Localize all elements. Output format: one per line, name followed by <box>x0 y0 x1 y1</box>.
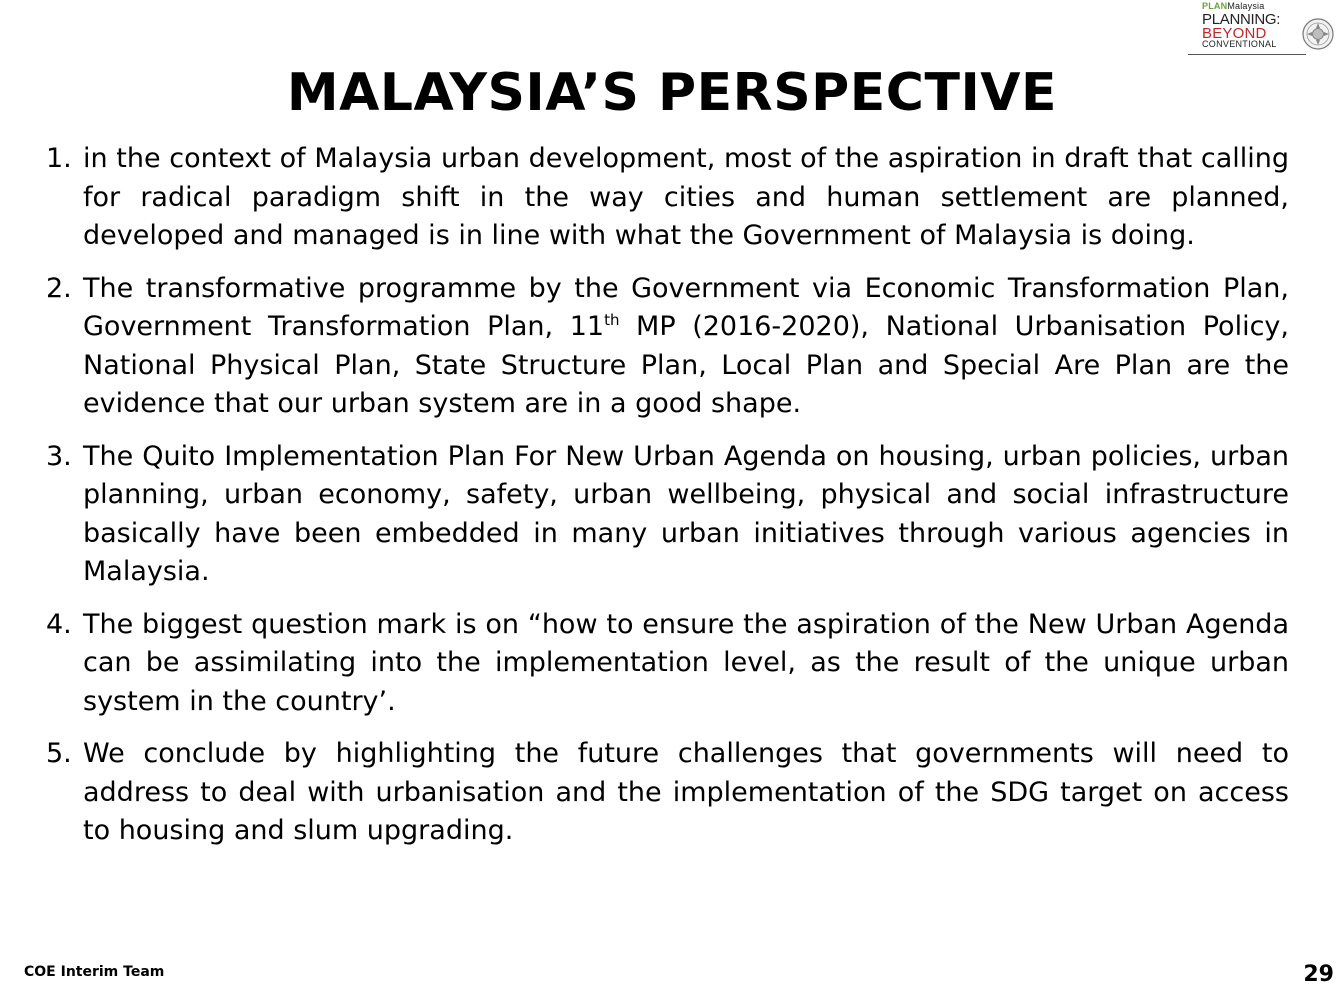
logo-agency-name: PLANMalaysia <box>1202 1 1265 11</box>
list-item-number: 2. <box>46 272 72 304</box>
ordinal-superscript: th <box>604 311 620 329</box>
logo-divider <box>1188 54 1306 55</box>
numbered-list <box>0 140 1344 865</box>
list-item-number: 5. <box>46 738 72 769</box>
government-seal-icon <box>1302 18 1334 50</box>
list-item-text: The Quito Implementation Plan For New Urban Agenda on housing, urban policies, urban planning, urban economy, safety, urban wellbeing, physical and social infrastructure basically have been embedded in many urban initiatives through various agencies in Malaysia. <box>83 440 1289 587</box>
footer-team-name: COE Interim Team <box>24 964 165 980</box>
list-item <box>0 438 1344 592</box>
list-item-text-part: The transformative programme by the Government via Economic Transformation Plan, Government Transformation Plan, 11 <box>83 272 1289 342</box>
list-item <box>0 606 1344 722</box>
list-item-text: in the context of Malaysia urban development, most of the aspiration in draft that calling for radical paradigm shift in the way cities and human settlement are planned, developed and managed is in line with what the Government of Malaysia is doing. <box>83 143 1289 251</box>
list-item-number: 3. <box>46 440 72 472</box>
page-number: 29 <box>1303 962 1334 987</box>
logo-beyond-text: BEYOND <box>1202 25 1267 42</box>
list-item-text: The biggest question mark is on “how to ensure the aspiration of the New Urban Agenda can be assimilating into the implementation level, as the result of the unique urban system in the country’. <box>83 608 1289 717</box>
list-item-text <box>83 273 1289 420</box>
list-item <box>0 735 1344 851</box>
list-item-number: 4. <box>46 608 72 640</box>
logo-planning-text: PLANNING: <box>1202 11 1281 28</box>
logo-conventional-text: CONVENTIONAL <box>1202 39 1277 49</box>
slide-title: MALAYSIA’S PERSPECTIVE <box>286 63 1058 123</box>
planmalaysia-logo <box>1188 2 1338 56</box>
list-item-text: We conclude by highlighting the future challenges that governments will need to address to deal with urbanisation and the implementation of the SDG target on access to housing and slum upgrading. <box>83 738 1289 846</box>
list-item <box>0 140 1344 256</box>
list-item-text-part: MP (2016-2020), National Urbanisation Policy, National Physical Plan, State Structure Plan, Local Plan and Special Are Plan are the evidence that our urban system are in a good shape. <box>83 311 1289 419</box>
list-item-number: 1. <box>46 143 72 174</box>
list-item <box>0 270 1344 424</box>
logo-text <box>1202 2 1302 49</box>
